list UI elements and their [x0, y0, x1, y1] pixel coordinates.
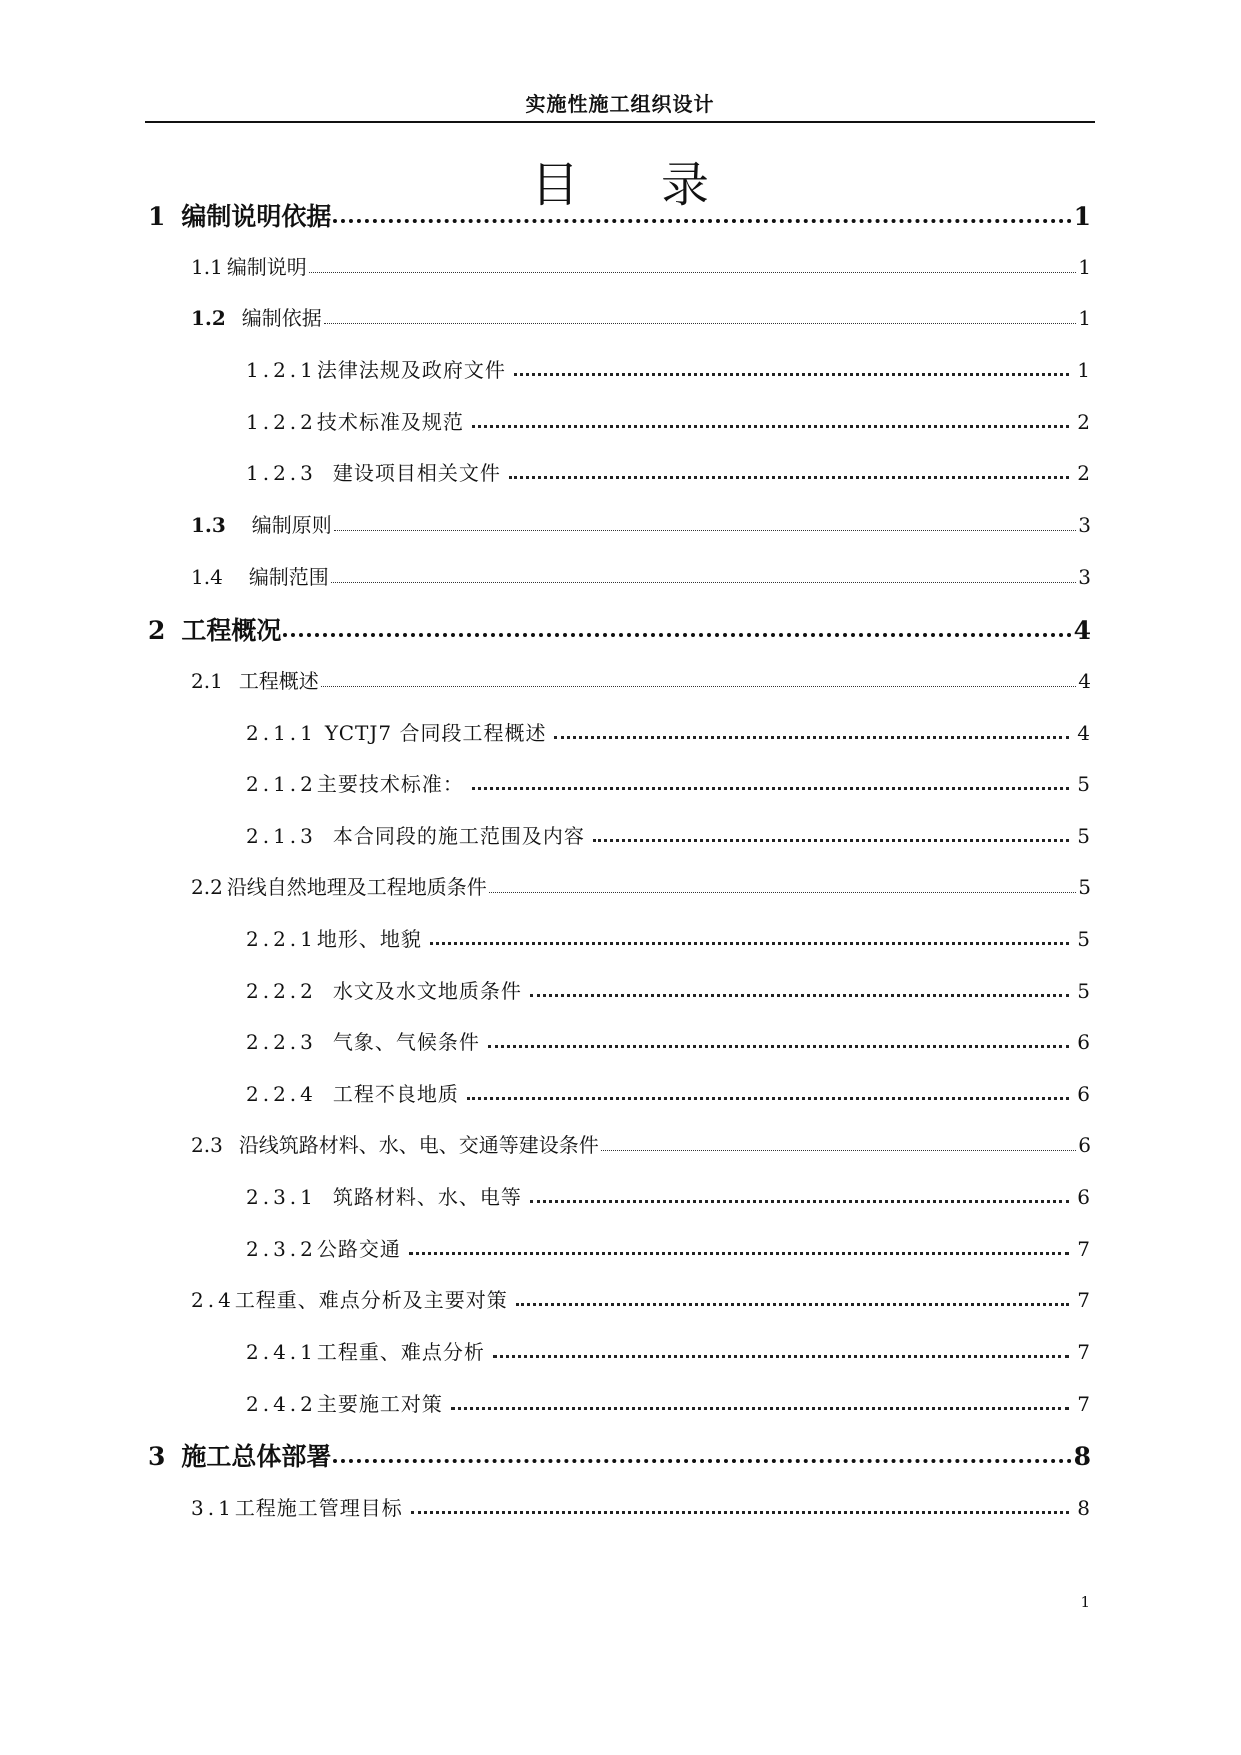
toc-entry-number: 2.2.4 — [246, 1082, 317, 1106]
running-header: 实施性施工组织设计 — [525, 92, 715, 116]
toc-entry-2-2-1[interactable] — [246, 929, 1091, 949]
toc-entry-number: 2.3.1 — [246, 1185, 317, 1209]
toc-entry-text: 编制范围 — [248, 565, 329, 589]
dot-leader — [283, 633, 1071, 637]
toc-entry-text: YCTJ7 合同段工程概述 — [324, 721, 547, 745]
toc-entry-number: 2.3 — [191, 1133, 223, 1157]
toc-entry-text: 本合同段的施工范围及内容 — [332, 824, 585, 848]
dot-leader — [472, 787, 1069, 790]
toc-entry-text: 编制说明依据 — [181, 202, 332, 231]
toc-entry-text: 施工总体部署 — [181, 1442, 332, 1471]
toc-entry-1-4[interactable] — [191, 567, 1091, 587]
toc-entry-page: 4 — [1078, 669, 1091, 693]
dot-leader — [530, 1200, 1069, 1203]
toc-entry-page: 5 — [1078, 875, 1091, 899]
toc-entry-page: 2 — [1077, 410, 1091, 434]
dot-leader — [324, 323, 1076, 324]
dot-leader — [334, 530, 1076, 531]
toc-entry-2-4[interactable] — [191, 1290, 1091, 1310]
dot-leader — [514, 373, 1069, 376]
toc-entry-2-2-4[interactable] — [246, 1084, 1091, 1104]
toc-entry-2-2-3[interactable] — [246, 1032, 1091, 1052]
toc-entry-3-1[interactable] — [191, 1498, 1091, 1518]
toc-entry-2-1-2[interactable] — [246, 774, 1091, 794]
toc-entry-page: 8 — [1073, 1442, 1091, 1471]
dot-leader — [601, 1150, 1076, 1151]
toc-entry-number: 2.3.2 — [246, 1237, 317, 1261]
dot-leader — [467, 1097, 1069, 1100]
toc-entry-page: 5 — [1077, 927, 1091, 951]
toc-entry-number: 3 — [148, 1442, 166, 1471]
toc-entry-2-2[interactable] — [191, 877, 1091, 897]
toc-entry-page: 7 — [1077, 1392, 1091, 1416]
toc-entry-number: 2.2.1 — [246, 927, 317, 951]
dot-leader — [309, 272, 1076, 273]
toc-entry-text: 编制原则 — [251, 513, 332, 537]
toc-entry-page: 5 — [1077, 979, 1091, 1003]
toc-entry-page: 3 — [1078, 513, 1091, 537]
toc-entry-number: 2.4.1 — [246, 1340, 317, 1364]
toc-entry-2-4-2[interactable] — [246, 1394, 1091, 1414]
toc-entry-1-2-1[interactable] — [246, 360, 1091, 380]
dot-leader — [411, 1511, 1069, 1514]
dot-leader — [493, 1355, 1069, 1358]
dot-leader — [488, 1045, 1069, 1048]
toc-entry-text: 工程不良地质 — [332, 1082, 459, 1106]
toc-entry-number: 2.2.2 — [246, 979, 317, 1003]
dot-leader — [530, 994, 1069, 997]
toc-entry-2-3-1[interactable] — [246, 1187, 1091, 1207]
toc-title-char-2: 录 — [661, 157, 710, 213]
toc-entry-number: 2.4.2 — [246, 1392, 317, 1416]
toc-entry-page: 4 — [1077, 721, 1091, 745]
toc-entry-text: 气象、气候条件 — [332, 1030, 480, 1054]
toc-entry-number: 1 — [148, 202, 166, 231]
dot-leader — [472, 425, 1069, 428]
toc-entry-page: 1 — [1078, 306, 1091, 330]
toc-entry-2-4-1[interactable] — [246, 1342, 1091, 1362]
dot-leader — [321, 686, 1076, 687]
toc-entry-text: 主要技术标准： — [316, 772, 464, 796]
toc-entry-1-2-2[interactable] — [246, 412, 1091, 432]
page-number: 1 — [1080, 1593, 1090, 1611]
toc-entry-page: 8 — [1077, 1496, 1091, 1520]
toc-entry-number: 1.2.3 — [246, 461, 317, 485]
toc-entry-2-3[interactable] — [191, 1135, 1091, 1155]
dot-leader — [593, 839, 1069, 842]
dot-leader — [409, 1252, 1069, 1255]
toc-entry-page: 7 — [1077, 1340, 1091, 1364]
toc-entry-number: 2.1.3 — [246, 824, 317, 848]
toc-entry-page: 7 — [1077, 1288, 1091, 1312]
toc-entry-1[interactable] — [148, 204, 1091, 229]
toc-entry-text: 技术标准及规范 — [316, 410, 464, 434]
toc-entry-2-1[interactable] — [191, 671, 1091, 691]
toc-entry-1-1[interactable] — [191, 257, 1091, 277]
dot-leader — [451, 1407, 1069, 1410]
toc-entry-page: 6 — [1077, 1185, 1091, 1209]
toc-entry-page: 1 — [1078, 255, 1091, 279]
toc-entry-number: 1.2.2 — [246, 410, 317, 434]
toc-entry-number: 2 — [148, 616, 166, 645]
toc-entry-number: 2.1.1 — [246, 721, 317, 745]
toc-entry-2-3-2[interactable] — [246, 1239, 1091, 1259]
toc-entry-number: 2.4 — [191, 1288, 235, 1312]
toc-entry-number: 1.2 — [191, 306, 226, 330]
toc-entry-text: 筑路材料、水、电等 — [332, 1185, 522, 1209]
toc-entry-1-2[interactable] — [191, 308, 1091, 328]
toc-entry-page: 5 — [1077, 772, 1091, 796]
toc-entry-text: 地形、地貌 — [316, 927, 422, 951]
toc-entry-page: 4 — [1073, 616, 1091, 645]
dot-leader — [331, 582, 1076, 583]
toc-entry-number: 2.2.3 — [246, 1030, 317, 1054]
toc-entry-1-2-3[interactable] — [246, 463, 1091, 483]
toc-entry-number: 3.1 — [191, 1496, 235, 1520]
toc-entry-page: 5 — [1077, 824, 1091, 848]
toc-entry-page: 2 — [1077, 461, 1091, 485]
toc-entry-number: 1.2.1 — [246, 358, 317, 382]
dot-leader — [516, 1303, 1069, 1306]
dot-leader — [430, 942, 1069, 945]
toc-entry-3[interactable] — [148, 1444, 1091, 1469]
toc-entry-text: 水文及水文地质条件 — [332, 979, 522, 1003]
toc-entry-2[interactable] — [148, 618, 1091, 643]
toc-entry-text: 公路交通 — [316, 1237, 401, 1261]
toc-entry-number: 1.3 — [191, 513, 226, 537]
toc-entry-page: 3 — [1078, 565, 1091, 589]
toc-entry-2-1-3[interactable] — [246, 826, 1091, 846]
toc-entry-number: 2.1 — [191, 669, 223, 693]
toc-entry-page: 7 — [1077, 1237, 1091, 1261]
toc-entry-number: 1.1 — [191, 255, 223, 279]
toc-entry-number: 1.4 — [191, 565, 223, 589]
toc-entry-text: 工程重、难点分析 — [316, 1340, 485, 1364]
toc-entry-page: 1 — [1077, 358, 1091, 382]
toc-entry-page: 6 — [1077, 1082, 1091, 1106]
dot-leader — [333, 219, 1071, 223]
toc-entry-text: 主要施工对策 — [316, 1392, 443, 1416]
toc-entry-page: 6 — [1077, 1030, 1091, 1054]
toc-entry-text: 工程概述 — [238, 669, 319, 693]
toc-entry-text: 沿线自然地理及工程地质条件 — [226, 875, 487, 899]
toc-entry-page: 6 — [1078, 1133, 1091, 1157]
toc-entry-number: 2.2 — [191, 875, 223, 899]
toc-entry-text: 建设项目相关文件 — [332, 461, 501, 485]
toc-entry-text: 工程重、难点分析及主要对策 — [234, 1288, 508, 1312]
toc-entry-text: 工程施工管理目标 — [234, 1496, 403, 1520]
dot-leader — [554, 736, 1069, 739]
toc-entry-number: 2.1.2 — [246, 772, 317, 796]
dot-leader — [333, 1459, 1071, 1463]
toc-entry-page: 1 — [1073, 202, 1091, 231]
toc-entry-1-3[interactable] — [191, 515, 1091, 535]
toc-entry-text: 编制依据 — [241, 306, 322, 330]
toc-entry-text: 沿线筑路材料、水、电、交通等建设条件 — [238, 1133, 599, 1157]
dot-leader — [509, 476, 1069, 479]
toc-entry-text: 编制说明 — [226, 255, 307, 279]
toc-entry-text: 工程概况 — [181, 616, 282, 645]
toc-entry-2-2-2[interactable] — [246, 981, 1091, 1001]
toc-entry-2-1-1[interactable] — [246, 723, 1091, 743]
toc-entry-text: 法律法规及政府文件 — [316, 358, 506, 382]
toc-title-char-1: 目 — [530, 157, 579, 213]
dot-leader — [489, 892, 1076, 893]
